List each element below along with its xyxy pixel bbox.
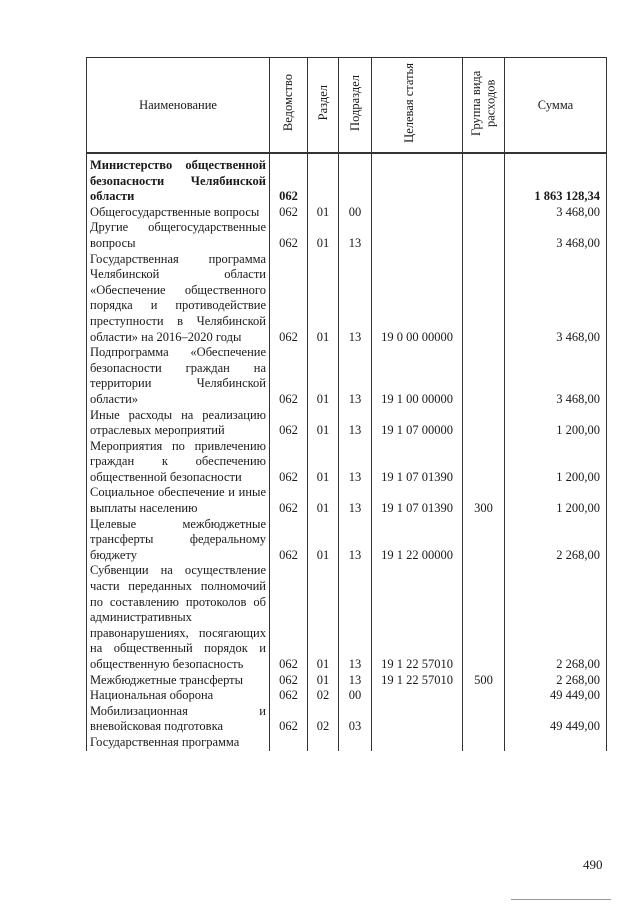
row-subsection: 03 — [339, 704, 372, 735]
row-name: Государственная программа — [87, 735, 270, 751]
row-section — [308, 735, 339, 751]
table-row — [87, 205, 607, 221]
row-section: 01 — [308, 673, 339, 689]
row-department: 062 — [270, 439, 308, 486]
row-target-item: 19 1 00 00000 — [372, 345, 463, 407]
row-amount: 1 200,00 — [505, 439, 607, 486]
row-subsection: 00 — [339, 205, 372, 221]
row-department: 062 — [270, 153, 308, 205]
row-expense-group — [463, 439, 505, 486]
row-department: 062 — [270, 517, 308, 564]
row-subsection: 13 — [339, 673, 372, 689]
row-target-item: 19 1 07 01390 — [372, 485, 463, 516]
row-amount: 1 200,00 — [505, 408, 607, 439]
table-row — [87, 252, 607, 346]
row-section: 02 — [308, 688, 339, 704]
row-expense-group — [463, 220, 505, 251]
row-section — [308, 153, 339, 205]
row-section: 01 — [308, 252, 339, 346]
row-target-item — [372, 205, 463, 221]
header-expense-group: Группа вида расходов — [463, 58, 505, 154]
row-target-item: 19 1 07 01390 — [372, 439, 463, 486]
row-expense-group — [463, 205, 505, 221]
row-section: 02 — [308, 704, 339, 735]
table-row — [87, 408, 607, 439]
row-department: 062 — [270, 205, 308, 221]
budget-table — [86, 57, 607, 751]
row-subsection: 13 — [339, 563, 372, 672]
row-department: 062 — [270, 673, 308, 689]
row-amount: 2 268,00 — [505, 563, 607, 672]
table-row — [87, 345, 607, 407]
row-subsection: 13 — [339, 439, 372, 486]
table-row — [87, 517, 607, 564]
table-header-row — [87, 58, 607, 154]
row-section: 01 — [308, 439, 339, 486]
row-target-item — [372, 704, 463, 735]
row-amount: 1 863 128,34 — [505, 153, 607, 205]
row-subsection: 13 — [339, 517, 372, 564]
row-target-item — [372, 688, 463, 704]
row-expense-group — [463, 563, 505, 672]
table-row — [87, 673, 607, 689]
header-department: Ведомство — [270, 58, 308, 154]
row-name: Социальное обеспечение и иные выплаты населению — [87, 485, 270, 516]
row-amount: 3 468,00 — [505, 205, 607, 221]
row-target-item: 19 1 22 57010 — [372, 563, 463, 672]
row-name: Субвенции на осуществление части переданных полномочий по составлению протоколов об административных правонарушениях, посягающих на общественный порядок и общественную безопасность — [87, 563, 270, 672]
row-name: Другие общегосударственные вопросы — [87, 220, 270, 251]
row-name: Иные расходы на реализацию отраслевых мероприятий — [87, 408, 270, 439]
row-department: 062 — [270, 485, 308, 516]
row-section: 01 — [308, 220, 339, 251]
row-target-item — [372, 153, 463, 205]
row-name: Национальная оборона — [87, 688, 270, 704]
row-subsection — [339, 735, 372, 751]
header-amount: Сумма — [505, 58, 607, 154]
table-row — [87, 485, 607, 516]
row-expense-group — [463, 704, 505, 735]
row-expense-group — [463, 688, 505, 704]
row-section: 01 — [308, 517, 339, 564]
table-row — [87, 220, 607, 251]
row-amount: 3 468,00 — [505, 252, 607, 346]
row-name: Мобилизационная и вневойсковая подготовка — [87, 704, 270, 735]
row-section: 01 — [308, 563, 339, 672]
row-subsection: 13 — [339, 345, 372, 407]
row-subsection: 13 — [339, 408, 372, 439]
row-name: Мероприятия по привлечению граждан к обеспечению общественной безопасности — [87, 439, 270, 486]
row-department: 062 — [270, 563, 308, 672]
row-amount: 2 268,00 — [505, 673, 607, 689]
table-row — [87, 439, 607, 486]
row-department: 062 — [270, 704, 308, 735]
row-amount: 3 468,00 — [505, 220, 607, 251]
row-expense-group — [463, 735, 505, 751]
row-subsection: 00 — [339, 688, 372, 704]
table-row — [87, 735, 607, 751]
table-row — [87, 153, 607, 205]
row-department: 062 — [270, 252, 308, 346]
table-row — [87, 563, 607, 672]
row-name: Общегосударственные вопросы — [87, 205, 270, 221]
row-name: Министерство общественной безопасности Челябинской области — [87, 153, 270, 205]
row-name: Государственная программа Челябинской области «Обеспечение общественного порядка и противодействие преступности в Челябинской области» на 2016–2020 годы — [87, 252, 270, 346]
row-subsection — [339, 153, 372, 205]
row-amount: 49 449,00 — [505, 688, 607, 704]
header-subsection: Подраздел — [339, 58, 372, 154]
row-target-item — [372, 735, 463, 751]
row-expense-group: 300 — [463, 485, 505, 516]
row-name: Целевые межбюджетные трансферты федеральному бюджету — [87, 517, 270, 564]
row-expense-group: 500 — [463, 673, 505, 689]
row-department: 062 — [270, 220, 308, 251]
row-department: 062 — [270, 408, 308, 439]
row-subsection: 13 — [339, 252, 372, 346]
page-number: 490 — [583, 857, 603, 872]
header-name: Наименование — [87, 58, 270, 154]
row-amount — [505, 735, 607, 751]
header-target-item: Целевая статья — [372, 58, 463, 154]
row-expense-group — [463, 153, 505, 205]
table-row — [87, 704, 607, 735]
row-expense-group — [463, 345, 505, 407]
row-expense-group — [463, 252, 505, 346]
row-subsection: 13 — [339, 485, 372, 516]
table-body — [87, 153, 607, 751]
row-expense-group — [463, 408, 505, 439]
row-target-item: 19 0 00 00000 — [372, 252, 463, 346]
row-section: 01 — [308, 485, 339, 516]
row-subsection: 13 — [339, 220, 372, 251]
row-section: 01 — [308, 205, 339, 221]
row-name: Подпрограмма «Обеспечение безопасности граждан на территории Челябинской области» — [87, 345, 270, 407]
row-target-item: 19 1 22 57010 — [372, 673, 463, 689]
row-target-item: 19 1 22 00000 — [372, 517, 463, 564]
row-expense-group — [463, 517, 505, 564]
header-section: Раздел — [308, 58, 339, 154]
row-name: Межбюджетные трансферты — [87, 673, 270, 689]
table-row — [87, 688, 607, 704]
row-amount: 1 200,00 — [505, 485, 607, 516]
footer-rule — [511, 899, 611, 900]
row-department — [270, 735, 308, 751]
row-section: 01 — [308, 345, 339, 407]
row-amount: 49 449,00 — [505, 704, 607, 735]
row-amount: 2 268,00 — [505, 517, 607, 564]
row-target-item — [372, 220, 463, 251]
row-department: 062 — [270, 345, 308, 407]
row-department: 062 — [270, 688, 308, 704]
row-section: 01 — [308, 408, 339, 439]
row-amount: 3 468,00 — [505, 345, 607, 407]
row-target-item: 19 1 07 00000 — [372, 408, 463, 439]
